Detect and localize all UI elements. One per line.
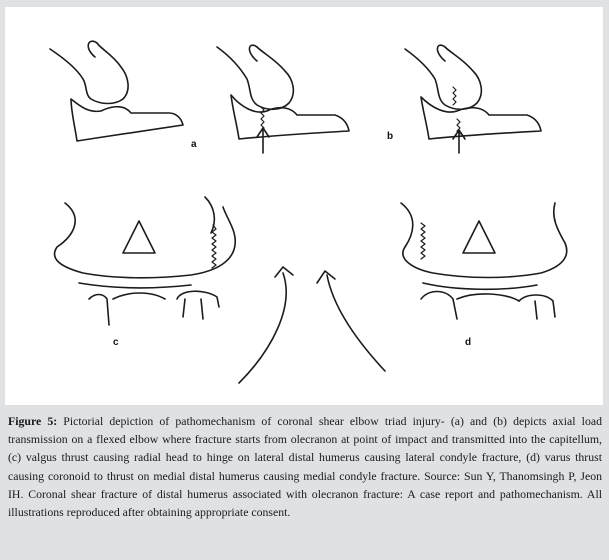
sketch-distal-humerus-valgus [55,197,236,325]
caption-lead: Figure 5: [8,414,58,428]
panel-label-d: d [465,337,472,348]
sketch-elbow-lateral-2 [217,45,349,153]
illustration-area [5,7,603,405]
panel-label-a: a [191,139,197,150]
elbow-illustration [5,7,603,405]
valgus-thrust-arrow [239,267,293,383]
sketch-distal-humerus-varus [401,203,567,319]
sketch-elbow-lateral-1 [50,41,183,141]
varus-thrust-arrow [317,271,385,371]
panel-label-b: b [387,131,394,142]
caption-text: Pictorial depiction of pathomechanism of coronal shear elbow triad injury- (a) and (b) depicts axial load transmission on a flexed elbow where fracture starts from olecranon at point of impact and transmitted into the capitellum, (c) valgus thrust causing radial head to hinge on lateral distal humerus causing lateral condyle fracture, (d) varus thrust causing coronoid to thrust on medial distal humerus causing medial condyle fracture. Source: Sun Y, Thanomsingh P, Jeon IH. Coronal shear fracture of distal humerus associated with olecranon fracture: A case report and pathomechanism. All illustrations reproduced after obtaining appropriate consent. [8,414,602,520]
sketch-elbow-lateral-3 [405,45,541,153]
panel-label-c: c [113,337,119,348]
figure-caption [8,412,602,521]
